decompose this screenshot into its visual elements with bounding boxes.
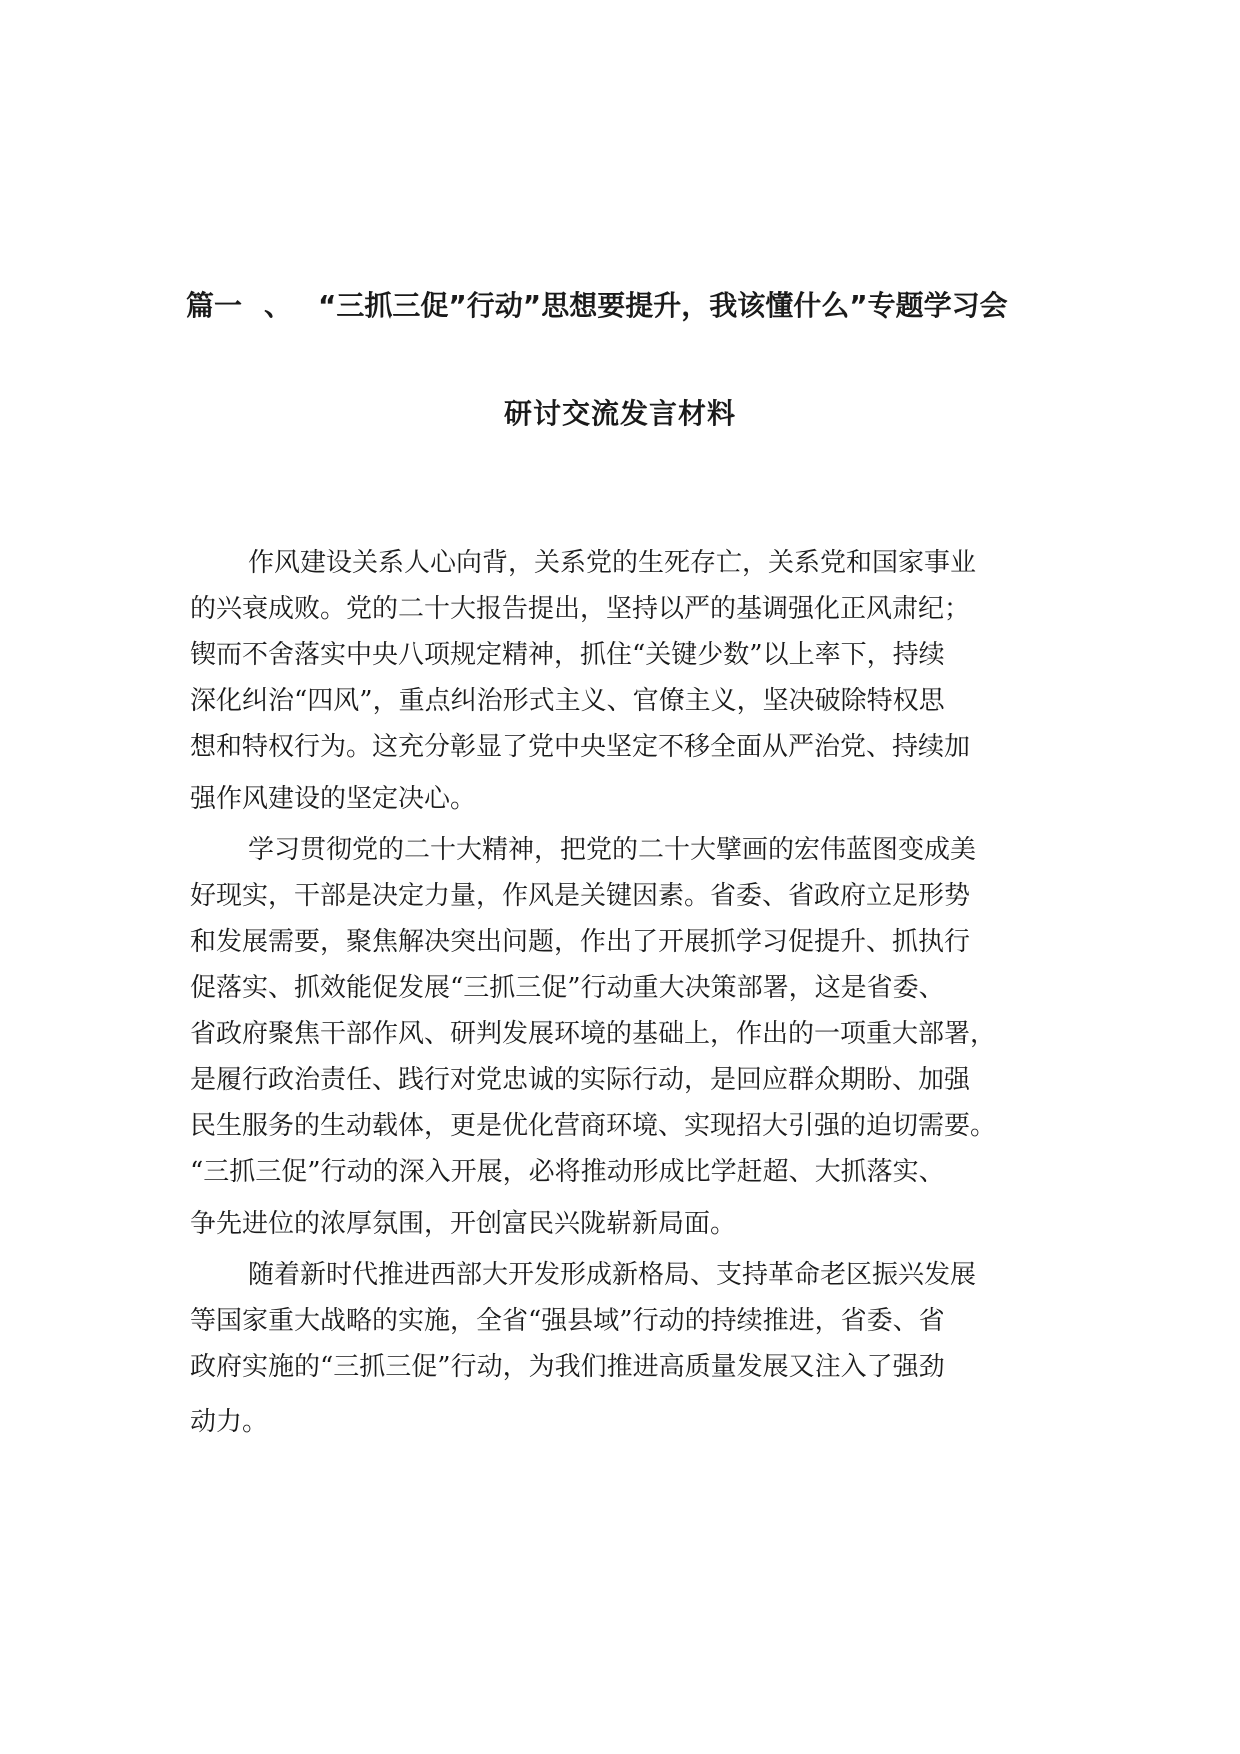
document-body (190, 0, 1060, 1754)
paragraph-2-line-7: 民生服务的生动载体，更是优化营商环境、实现招大引强的迫切需要。 (190, 1111, 997, 1141)
paragraph-1-line-3: 锲而不舍落实中央八项规定精神，抓住“关键少数”以上率下，持续 (190, 640, 945, 670)
title-prefix: 篇一 (186, 289, 243, 322)
paragraph-3-line-1: 随着新时代推进西部大开发形成新格局、支持革命老区振兴发展 (248, 1260, 977, 1290)
document-title-line-2: 研讨交流发言材料 (503, 397, 736, 430)
paragraph-1-line-6: 强作风建设的坚定决心。 (190, 784, 477, 814)
paragraph-2-line-8: “三抓三促”行动的深入开展，必将推动形成比学赶超、大抓落实、 (190, 1157, 945, 1187)
title-main-text: “三抓三促”行动”思想要提升，我该懂什么”专题学习会 (318, 289, 1008, 322)
paragraph-3-line-3: 政府实施的“三抓三促”行动，为我们推进高质量发展又注入了强劲 (190, 1352, 945, 1382)
paragraph-2-line-9: 争先进位的浓厚氛围，开创富民兴陇崭新局面。 (190, 1209, 737, 1239)
paragraph-2-line-1: 学习贯彻党的二十大精神，把党的二十大擘画的宏伟蓝图变成美 (248, 835, 977, 865)
paragraph-3-line-4: 动力。 (190, 1407, 269, 1437)
paragraph-1-line-5: 想和特权行为。这充分彰显了党中央坚定不移全面从严治党、持续加 (190, 732, 971, 762)
paragraph-2-line-3: 和发展需要，聚焦解决突出问题，作出了开展抓学习促提升、抓执行 (190, 927, 971, 957)
paragraph-2-line-2: 好现实，干部是决定力量，作风是关键因素。省委、省政府立足形势 (190, 881, 971, 911)
title-separator: 、 (264, 289, 293, 322)
paragraph-1-line-2: 的兴衰成败。党的二十大报告提出，坚持以严的基调强化正风肃纪； (190, 594, 971, 624)
paragraph-1-line-4: 深化纠治“四风”，重点纠治形式主义、官僚主义，坚决破除特权思 (190, 686, 945, 716)
paragraph-2-line-5: 省政府聚焦干部作风、研判发展环境的基础上，作出的一项重大部署， (190, 1019, 997, 1049)
paragraph-1-line-1: 作风建设关系人心向背，关系党的生死存亡，关系党和国家事业 (248, 548, 977, 578)
paragraph-2-line-6: 是履行政治责任、践行对党忠诚的实际行动，是回应群众期盼、加强 (190, 1065, 971, 1095)
paragraph-3-line-2: 等国家重大战略的实施，全省“强县域”行动的持续推进，省委、省 (190, 1306, 945, 1336)
paragraph-2-line-4: 促落实、抓效能促发展“三抓三促”行动重大决策部署，这是省委、 (190, 973, 945, 1003)
